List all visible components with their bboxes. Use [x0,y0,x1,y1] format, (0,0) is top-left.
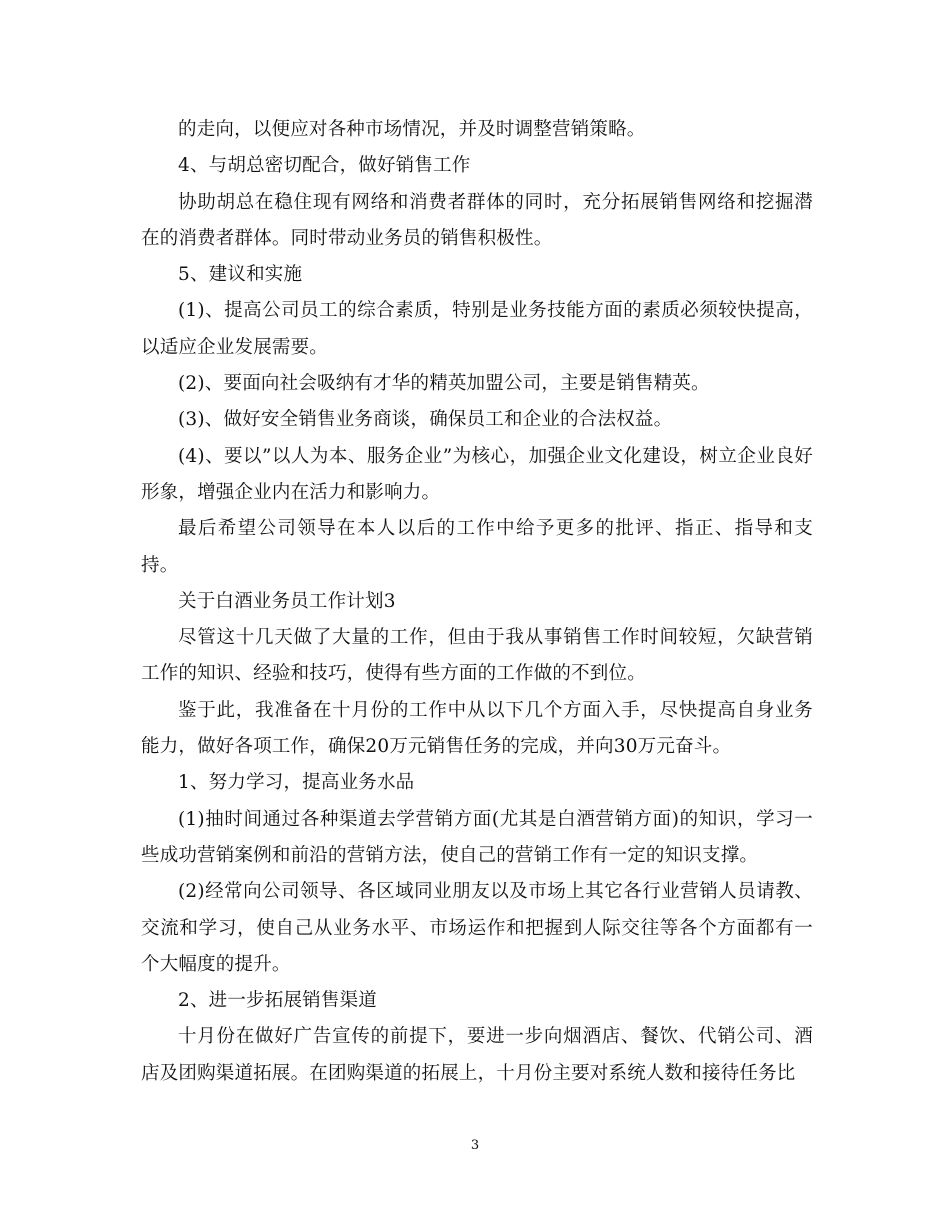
paragraph: 协助胡总在稳住现有网络和消费者群体的同时，充分拓展销售网络和挖掘潜在的消费者群体。同时带动业务员的销售积极性。 [141,191,813,249]
document-title: 关于白酒业务员工作计划3 [178,590,396,612]
paragraph: 尽管这十几天做了大量的工作，但由于我从事销售工作时间较短，欠缺营销工作的知识、经验和技巧，使得有些方面的工作做的不到位。 [141,627,813,685]
list-item: (3)、做好安全销售业务商谈，确保员工和企业的合法权益。 [178,409,673,431]
list-item: (4)、要以”以人为本、服务企业”为核心，加强企业文化建设，树立企业良好形象，增强企业内在活力和影响力。 [141,445,813,503]
list-item: (2)、要面向社会吸纳有才华的精英加盟公司，主要是销售精英。 [178,373,710,395]
list-item: (1)抽时间通过各种渠道去学营销方面(尤其是白酒营销方面)的知识，学习一些成功营销案例和前沿的营销方法，使自己的营销工作有一定的知识支撑。 [141,808,813,866]
section-heading: 4、与胡总密切配合，做好销售工作 [178,155,471,177]
section-heading: 2、进一步拓展销售渠道 [178,990,377,1012]
section-heading: 5、建议和实施 [178,264,303,286]
page-number: 3 [470,1138,480,1153]
document-body [141,112,813,1092]
list-item: (1)、提高公司员工的综合素质，特别是业务技能方面的素质必须较快提高，以适应企业发展需要。 [141,300,813,358]
paragraph: 鉴于此，我准备在十月份的工作中从以下几个方面入手，尽快提高自身业务能力，做好各项工作，确保20万元销售任务的完成，并向30万元奋斗。 [141,699,813,758]
paragraph: 最后希望公司领导在本人以后的工作中给予更多的批评、指正、指导和支持。 [141,518,813,576]
paragraph: 十月份在做好广告宣传的前提下，要进一步向烟酒店、餐饮、代销公司、酒店及团购渠道拓展。在团购渠道的拓展上，十月份主要对系统人数和接待任务比 [141,1026,813,1084]
section-heading: 1、努力学习，提高业务水品 [178,772,415,794]
list-item: (2)经常向公司领导、各区域同业朋友以及市场上其它各行业营销人员请教、交流和学习，使自己从业务水平、市场运作和把握到人际交往等各个方面都有一个大幅度的提升。 [141,881,813,975]
paragraph: 的走向，以便应对各种市场情况，并及时调整营销策略。 [178,119,646,140]
